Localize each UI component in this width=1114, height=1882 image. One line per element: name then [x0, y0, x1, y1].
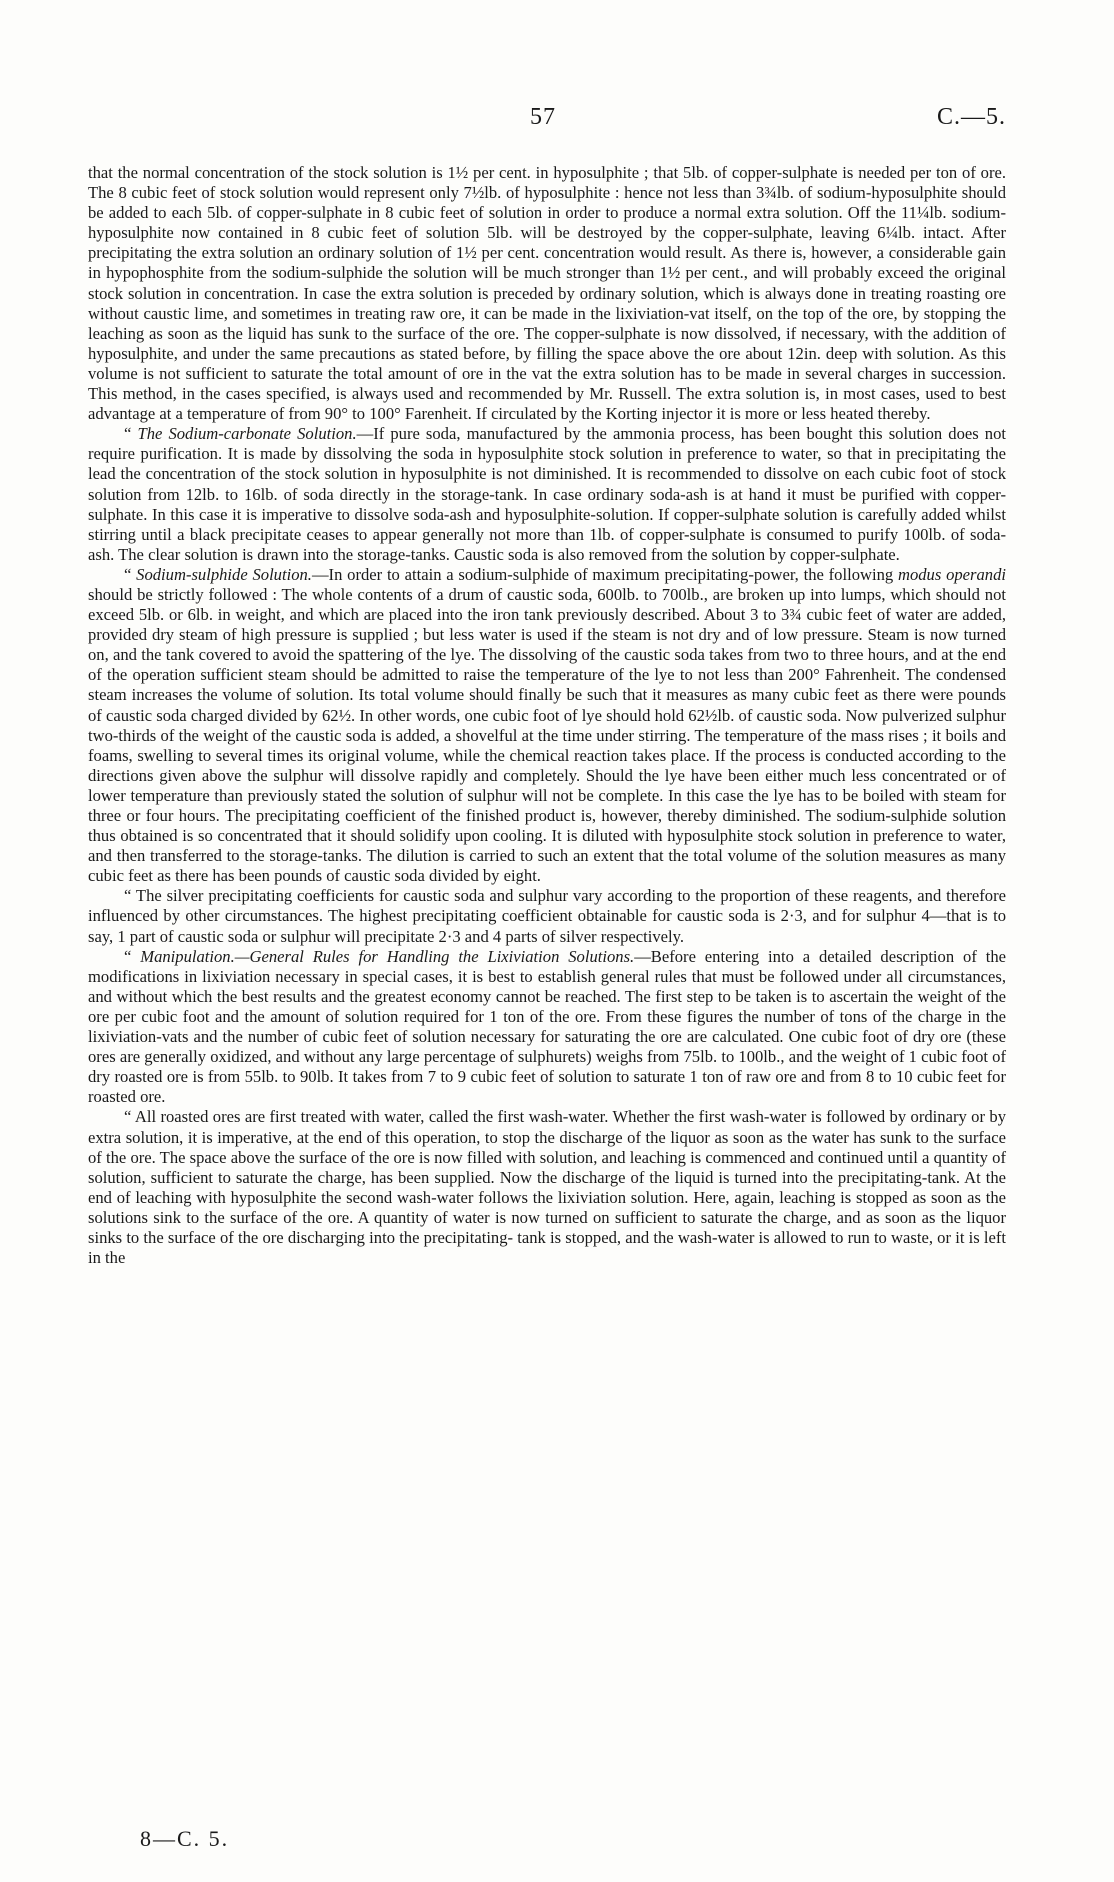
paragraph-text: —Before entering into a detailed description of the modifications in lixiviation necessary in special cases, it is best to establish general rules that must be followed under all circumstances, and without which the best results and the greatest economy cannot be reached. The first step to be taken is to ascertain the weight of the ore per cubic foot and the amount of solution required for 1 ton of the ore. From these figures the number of tons of the charge in the lixiviation-vats and the number of cubic feet of solution necessary for saturating the ore are calculated. One cubic foot of dry ore (these ores are generally oxidized, and without any large percentage of sulphurets) weighs from 75lb. to 100lb., and the weight of 1 cubic foot of dry roasted ore is from 55lb. to 90lb. It takes from 7 to 9 cubic feet of solution to saturate 1 ton of raw ore and from 8 to 10 cubic feet for roasted ore.	[88, 946, 1006, 1107]
paragraph-roasted-ores	[88, 1107, 1006, 1268]
latin-phrase: modus operandi	[897, 564, 1006, 584]
paragraph	[88, 163, 1006, 424]
page-footer-signature: 8—C. 5.	[140, 1826, 230, 1851]
paragraph-sodium-sulphide	[88, 565, 1006, 887]
paragraph-coefficients	[88, 886, 1006, 946]
section-heading: Manipulation.—General Rules for Handling the Lixiviation Solutions.	[140, 946, 635, 966]
page-header	[0, 104, 1114, 134]
paragraph-text: should be strictly followed : The whole contents of a drum of caustic soda, 600lb. to 700lb., are broken up into lumps, which should not exceed 5lb. or 6lb. in weight, and which are placed into the iron tank previously described. About 3 to 3¾ cubic feet of water are added, provided dry steam of high pressure is supplied ; but less water is used if the steam is not dry and of low pressure. Steam is now turned on, and the tank covered to avoid the spattering of the lye. The dissolving of the caustic soda takes from two to three hours, and at the end of the operation sufficient steam should be admitted to raise the temperature of the lye to not less than 200° Fahrenheit. The condensed steam increases the volume of solution. Its total volume should finally be such that it measures as many cubic feet as there were pounds of caustic soda charged divided by 62½. In other words, one cubic foot of lye should hold 62½lb. of caustic soda. Now pulverized sulphur two-thirds of the weight of the caustic soda is added, a shovelful at the time under stirring. The temperature of the mass rises ; it boils and foams, swelling to several times its original volume, while the chemical reaction takes place. If the process is conducted according to the directions given above the sulphur will dissolve rapidly and completely. Should the lye have been either much less concentrated or of lower temperature than previously stated the solution of sulphur will not be complete. In this case the lye has to be boiled with steam for three or four hours. The precipitating coefficient of the finished product is, however, thereby diminished. The sodium-sulphide solution thus obtained is so concentrated that it should solidify upon cooling. It is diluted with hyposulphite stock solution in preference to water, and then transferred to the storage-tanks. The dilution is carried to such an extent that the total volume of the solution measures as many cubic feet as there has been pounds of caustic soda divided by eight.	[88, 584, 1006, 886]
quote-mark: “	[124, 424, 138, 444]
paragraph-text: “ The silver precipitating coefficients for caustic soda and sulphur vary according to the proportion of these reagents, and therefore influenced by other circumstances. The highest precipitating coefficient obtainable for caustic soda is 2·3, and for sulphur 4—that is to say, 1 part of caustic soda or sulphur will precipitate 2·3 and 4 parts of silver respectively.	[88, 886, 1006, 946]
page-number: 57	[530, 104, 556, 130]
paragraph-manipulation	[88, 947, 1006, 1108]
paragraph-text: that the normal concentration of the stock solution is 1½ per cent. in hyposulphite ; that 5lb. of copper-sulphate is needed per ton of ore. The 8 cubic feet of stock solution would represent only 7½lb. of hyposulphite : hence not less than 3¾lb. of sodium-hyposulphite should be added to each 5lb. of copper-sulphate in 8 cubic feet of solution in order to produce a normal extra solution. Off the 11¼lb. sodium-hyposulphite now contained in 8 cubic feet of solution 5lb. will be destroyed by the copper-sulphate, leaving 6¼lb. intact. After precipitating the extra solution an ordinary solution of 1½ per cent. concentration would result. As there is, however, a considerable gain in hypophosphite from the sodium-sulphide the solution will be much stronger than 1½ per cent., and will probably exceed the original stock solution in concentration. In case the extra solution is preceded by ordinary solution, which is always done in treating roasting ore without caustic lime, and sometimes in treating raw ore, it can be made in the lixiviation-vat itself, on the top of the ore, by stopping the leaching as soon as the liquid has sunk to the surface of the ore. The copper-sulphate is now dissolved, if necessary, with the addition of hyposulphite, and under the same precautions as stated before, by filling the space above the ore about 12in. deep with solution. As this volume is not sufficient to saturate the total amount of ore in the vat the extra solution has to be made in several charges in succession. This method, in the cases specified, is always used and recommended by Mr. Russell. The extra solution is, in most cases, used to best advantage at a temperature of from 90° to 100° Farenheit. If circulated by the Korting injector it is more or less heated thereby.	[88, 163, 1006, 424]
quote-mark: “	[124, 564, 137, 584]
paragraph-text: —If pure soda, manufactured by the ammonia process, has been bought this solution does not require purification. It is made by dissolving the soda in hyposulphite stock solution in preference to water, so that in precipitating the lead the concentration of the stock solution in hyposulphite is not diminished. It is recommended to dissolve on each cubic foot of stock solution from 12lb. to 16lb. of soda directly in the storage-tank. In case ordinary soda-ash is at hand it must be purified with copper-sulphate. In this case it is imperative to dissolve soda-ash and hyposulphite-solution. If copper-sulphate solution is carefully added whilst stirring until a black precipitate ceases to appear generally not more than 1lb. of copper-sulphate is consumed to purify 100lb. of soda-ash. The clear solution is drawn into the storage-tanks. Caustic soda is also removed from the solution by copper-sulphate.	[88, 424, 1006, 564]
paragraph-sodium-carbonate	[88, 424, 1006, 565]
section-heading: The Sodium-carbonate Solution.	[137, 424, 357, 444]
body-text	[88, 163, 1006, 1268]
quote-mark: “	[124, 946, 141, 966]
paragraph-text-intro: —In order to attain a sodium-sulphide of maximum precipitating-power, the following	[311, 564, 898, 584]
section-heading: Sodium-sulphide Solution.	[136, 564, 312, 584]
paragraph-text: “ All roasted ores are first treated with water, called the first wash-water. Whether the first wash-water is followed by ordinary or by extra solution, it is imperative, at the end of this operation, to stop the discharge of the liquor as soon as the water has sunk to the surface of the ore. The space above the surface of the ore is now filled with solution, and leaching is commenced and continued until a quantity of solution, sufficient to saturate the charge, has been supplied. Now the discharge of the liquid is turned into the precipitating-tank. At the end of leaching with hyposulphite the second wash-water follows the lixiviation solution. Here, again, leaching is stopped as soon as the solutions sink to the surface of the ore. A quantity of water is now turned on sufficient to saturate the charge, and as soon as the liquor sinks to the surface of the ore discharging into the precipitating- tank is stopped, and the wash-water is allowed to run to waste, or it is left in the	[88, 1107, 1006, 1268]
report-reference: C.—5.	[936, 104, 1006, 130]
